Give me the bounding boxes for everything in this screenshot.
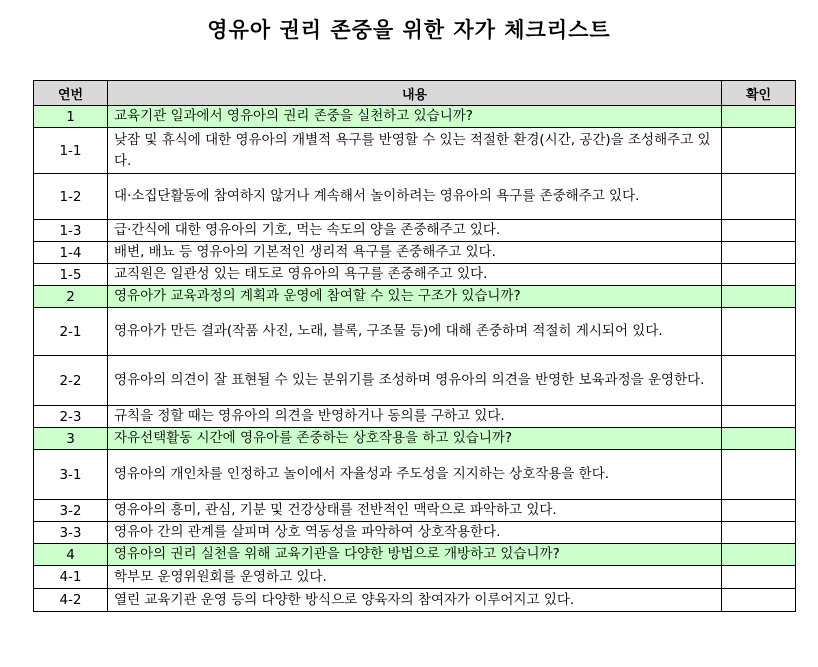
table-row xyxy=(34,356,796,406)
row-number: 3-1 xyxy=(34,450,108,500)
table-row xyxy=(34,174,796,220)
row-number: 1-1 xyxy=(34,128,108,174)
check-cell xyxy=(722,544,796,566)
check-cell[interactable] xyxy=(722,566,796,589)
row-content: 영유아가 만든 결과(작품 사진, 노래, 블록, 구조물 등)에 대해 존중하며 적절히 게시되어 있다. xyxy=(108,308,722,356)
row-content: 영유아 간의 관계를 살피며 상호 역동성을 파악하여 상호작용한다. xyxy=(108,522,722,544)
table-row xyxy=(34,450,796,500)
check-cell[interactable] xyxy=(722,356,796,406)
check-cell[interactable] xyxy=(722,264,796,286)
row-number: 4 xyxy=(34,544,108,566)
table-body xyxy=(34,106,796,612)
section-question: 영유아가 교육과정의 계획과 운영에 참여할 수 있는 구조가 있습니까? xyxy=(108,286,722,308)
row-number: 3 xyxy=(34,428,108,450)
checklist-table xyxy=(33,80,796,612)
table-row xyxy=(34,242,796,264)
row-number: 1-4 xyxy=(34,242,108,264)
check-cell[interactable] xyxy=(722,308,796,356)
check-cell[interactable] xyxy=(722,220,796,242)
row-content: 영유아의 개인차를 인정하고 놀이에서 자율성과 주도성을 지지하는 상호작용을 한다. xyxy=(108,450,722,500)
table-row xyxy=(34,500,796,522)
row-number: 4-2 xyxy=(34,589,108,612)
check-cell[interactable] xyxy=(722,522,796,544)
row-number: 1-5 xyxy=(34,264,108,286)
header-check: 확인 xyxy=(722,81,796,106)
check-cell[interactable] xyxy=(722,406,796,428)
table-header-row xyxy=(34,81,796,106)
row-content: 대·소집단활동에 참여하지 않거나 계속해서 놀이하려는 영유아의 욕구를 존중해주고 있다. xyxy=(108,174,722,220)
section-row xyxy=(34,428,796,450)
section-row xyxy=(34,286,796,308)
section-question: 교육기관 일과에서 영유아의 권리 존중을 실천하고 있습니까? xyxy=(108,106,722,128)
row-content: 낮잠 및 휴식에 대한 영유아의 개별적 욕구를 반영할 수 있는 적절한 환경(시간, 공간)을 조성해주고 있다. xyxy=(108,128,722,174)
row-number: 4-1 xyxy=(34,566,108,589)
row-number: 3-2 xyxy=(34,500,108,522)
row-content: 급·간식에 대한 영유아의 기호, 먹는 속도의 양을 존중해주고 있다. xyxy=(108,220,722,242)
check-cell xyxy=(722,106,796,128)
table-row xyxy=(34,566,796,589)
row-content: 영유아의 의견이 잘 표현될 수 있는 분위기를 조성하며 영유아의 의견을 반영한 보육과정을 운영한다. xyxy=(108,356,722,406)
check-cell[interactable] xyxy=(722,450,796,500)
row-number: 2-2 xyxy=(34,356,108,406)
table-row xyxy=(34,406,796,428)
table-row xyxy=(34,264,796,286)
page-title: 영유아 권리 존중을 위한 자가 체크리스트 xyxy=(207,18,611,42)
check-cell[interactable] xyxy=(722,128,796,174)
header-content: 내용 xyxy=(108,81,722,106)
row-content: 영유아의 흥미, 관심, 기분 및 건강상태를 전반적인 맥락으로 파악하고 있다. xyxy=(108,500,722,522)
check-cell[interactable] xyxy=(722,242,796,264)
row-content: 배변, 배뇨 등 영유아의 기본적인 생리적 욕구를 존중해주고 있다. xyxy=(108,242,722,264)
row-content: 규칙을 정할 때는 영유아의 의견을 반영하거나 동의를 구하고 있다. xyxy=(108,406,722,428)
row-content: 교직원은 일관성 있는 태도로 영유아의 욕구를 존중해주고 있다. xyxy=(108,264,722,286)
table-row xyxy=(34,220,796,242)
row-content: 학부모 운영위원회를 운영하고 있다. xyxy=(108,566,722,589)
check-cell[interactable] xyxy=(722,500,796,522)
row-number: 2-1 xyxy=(34,308,108,356)
section-question: 영유아의 권리 실천을 위해 교육기관을 다양한 방법으로 개방하고 있습니까? xyxy=(108,544,722,566)
header-number: 연번 xyxy=(34,81,108,106)
check-cell xyxy=(722,428,796,450)
table-row xyxy=(34,308,796,356)
row-number: 2-3 xyxy=(34,406,108,428)
check-cell[interactable] xyxy=(722,174,796,220)
row-number: 1 xyxy=(34,106,108,128)
check-cell xyxy=(722,286,796,308)
check-cell[interactable] xyxy=(722,589,796,612)
section-row xyxy=(34,106,796,128)
row-number: 2 xyxy=(34,286,108,308)
table-row xyxy=(34,522,796,544)
table-row xyxy=(34,128,796,174)
row-number: 1-3 xyxy=(34,220,108,242)
section-question: 자유선택활동 시간에 영유아를 존중하는 상호작용을 하고 있습니까? xyxy=(108,428,722,450)
table-row xyxy=(34,589,796,612)
row-number: 1-2 xyxy=(34,174,108,220)
row-number: 3-3 xyxy=(34,522,108,544)
section-row xyxy=(34,544,796,566)
row-content: 열린 교육기관 운영 등의 다양한 방식으로 양육자의 참여자가 이루어지고 있다. xyxy=(108,589,722,612)
